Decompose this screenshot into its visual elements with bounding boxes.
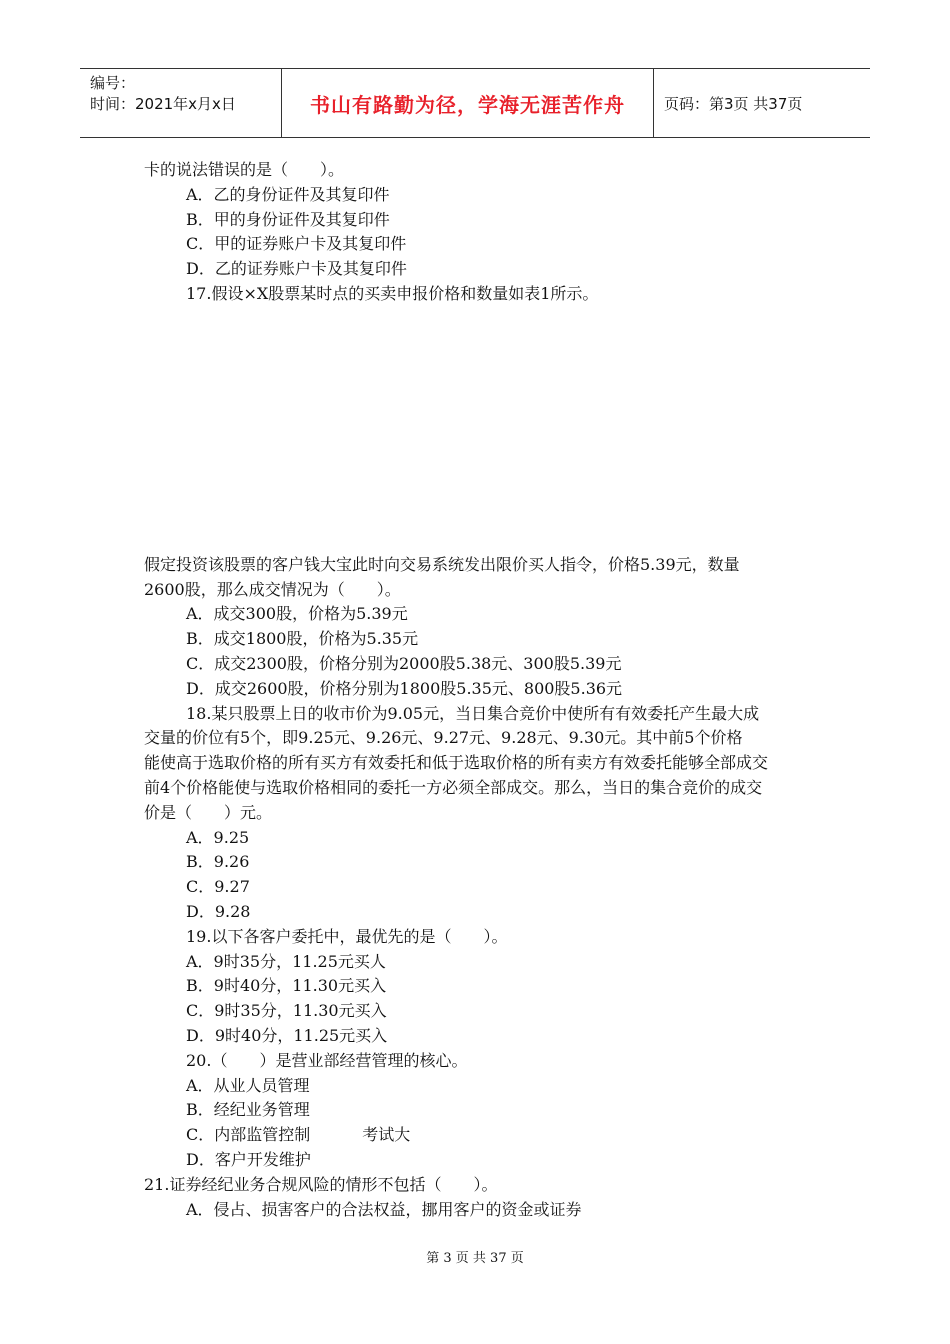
number-label: 编号： xyxy=(90,74,136,92)
q16-option-b: B．甲的身份证件及其复印件 xyxy=(186,209,390,229)
q18-line-2: 交量的价位有5个，即9.25元、9.26元、9.27元、9.28元、9.30元。其中前5个价格 xyxy=(144,728,743,748)
q19-stem: 19.以下各客户委托中，最优先的是（ ）。 xyxy=(186,926,508,946)
q18-line-5: 价是（ ）元。 xyxy=(144,802,273,822)
q16-option-a: A．乙的身份证件及其复印件 xyxy=(186,184,390,204)
header-page-cell xyxy=(654,69,870,137)
q21-option-a: A．侵占、损害客户的合法权益，挪用客户的资金或证券 xyxy=(186,1199,582,1219)
q18-line-1: 18.某只股票上日的收市价为9.05元，当日集合竞价中使所有有效委托产生最大成 xyxy=(186,703,760,723)
q20-option-c: C．内部监管控制 xyxy=(186,1125,311,1145)
q18-option-c: C．9.27 xyxy=(186,877,250,897)
q20-note: 考试大 xyxy=(362,1125,411,1145)
q18-option-d: D．9.28 xyxy=(186,901,251,921)
q21-stem: 21.证券经纪业务合规风险的情形不包括（ ）。 xyxy=(144,1174,498,1194)
q19-option-c: C．9时35分，11.30元买入 xyxy=(186,1001,387,1021)
q20-option-c-row xyxy=(144,1123,809,1148)
q17-option-b: B．成交1800股，价格为5.35元 xyxy=(186,629,419,649)
q17-line-2: 2600股，那么成交情况为（ ）。 xyxy=(144,579,401,599)
q16-option-c: C．甲的证券账户卡及其复印件 xyxy=(186,234,407,254)
q19-option-d: D．9时40分，11.25元买入 xyxy=(186,1025,388,1045)
header-motto-cell xyxy=(282,69,654,137)
q17-line-1: 假定投资该股票的客户钱大宝此时向交易系统发出限价买人指令，价格5.39元，数量 xyxy=(144,554,740,574)
table-placeholder-space xyxy=(144,307,809,553)
q16-option-d: D．乙的证券账户卡及其复印件 xyxy=(186,259,407,279)
q20-stem: 20.（ ）是营业部经营管理的核心。 xyxy=(186,1050,468,1070)
q19-option-a: A．9时35分，11.25元买人 xyxy=(186,951,386,971)
q17-option-a: A．成交300股，价格为5.39元 xyxy=(186,604,408,624)
page-header xyxy=(80,68,870,138)
q20-option-b: B．经纪业务管理 xyxy=(186,1100,310,1120)
page-label: 页码：第3页 共37页 xyxy=(664,94,803,113)
page-footer xyxy=(0,1247,950,1266)
header-meta xyxy=(80,69,282,137)
q17-stem: 17.假设×X股票某时点的买卖申报价格和数量如表1所示。 xyxy=(186,283,599,303)
q18-line-3: 能使高于选取价格的所有买方有效委托和低于选取价格的所有卖方有效委托能够全部成交 xyxy=(144,753,769,773)
q17-option-d: D．成交2600股，价格分别为1800股5.35元、800股5.36元 xyxy=(186,678,623,698)
q19-option-b: B．9时40分，11.30元买入 xyxy=(186,976,387,996)
document-body xyxy=(144,158,809,1222)
q20-option-d: D．客户开发维护 xyxy=(186,1149,311,1169)
time-label: 时间：2021年x月x日 xyxy=(90,95,236,113)
footer-page-number: 第 3 页 共 37 页 xyxy=(426,1251,524,1266)
q18-option-b: B．9.26 xyxy=(186,852,250,872)
motto: 书山有路勤为径，学海无涯苦作舟 xyxy=(310,92,625,117)
q20-option-a: A．从业人员管理 xyxy=(186,1075,310,1095)
q18-option-a: A．9.25 xyxy=(186,827,250,847)
q16-tail: 卡的说法错误的是（ ）。 xyxy=(144,160,345,179)
q18-line-4: 前4个价格能使与选取价格相同的委托一方必须全部成交。那么，当日的集合竞价的成交 xyxy=(144,777,763,797)
q17-option-c: C．成交2300股，价格分别为2000股5.38元、300股5.39元 xyxy=(186,653,622,673)
